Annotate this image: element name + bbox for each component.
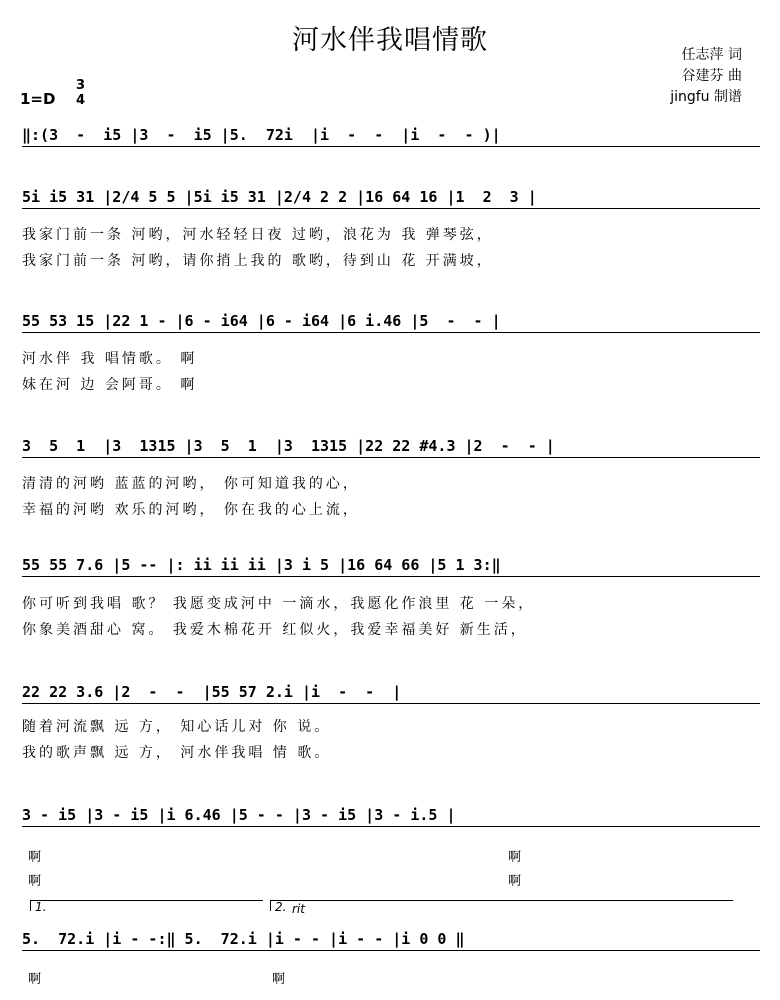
- lyric-row-5b: 你象美酒甜心 窝。 我爱木棉花开 红似火，我爱幸福美好 新生活，: [22, 622, 528, 638]
- notation-line-4: 3 5 1 |3 1315 |3 5 1 |3 1315 |22 22 #4.3 |2 - - |: [22, 437, 760, 458]
- notation-line-2: 5i i5 31 |2/4 5 5 |5i i5 31 |2/4 2 2 |16 64 16 |1 2 3 |: [22, 188, 760, 209]
- second-ending-bracket: [270, 900, 733, 911]
- time-top: 3: [76, 78, 86, 93]
- second-ending-label: 2.: [275, 900, 287, 914]
- first-ending-label: 1.: [35, 900, 47, 914]
- ah-lyric: 啊: [28, 850, 42, 865]
- lyric-row-4b: 幸福的河哟 欢乐的河哟， 你在我的心上流，: [22, 502, 360, 518]
- ah-lyric: 啊: [272, 972, 286, 987]
- composer-credit: 谷建芬 曲: [681, 68, 742, 84]
- arranger-credit: jingfu 制谱: [670, 89, 742, 105]
- time-bottom: 4: [76, 93, 86, 108]
- rit-marking: rit: [292, 902, 305, 916]
- notation-line-1: ‖:(3 - i5 |3 - i5 |5. 72i |i - - |i - - )|: [22, 126, 760, 147]
- lyric-row-6a: 随着河流飘 远 方， 知心话儿对 你 说。: [22, 719, 332, 735]
- notation-line-6: 22 22 3.6 |2 - - |55 57 2.i |i - - |: [22, 683, 760, 704]
- first-ending-bracket: [30, 900, 263, 911]
- lyric-row-6b: 我的歌声飘 远 方， 河水伴我唱 情 歌。: [22, 745, 332, 761]
- lyric-row-5a: 你可听到我唱 歌？ 我愿变成河中 一滴水，我愿化作浪里 花 一朵，: [22, 596, 536, 612]
- time-signature: [76, 78, 85, 108]
- ah-lyric: 啊: [508, 874, 522, 889]
- page-title: 河水伴我唱情歌: [292, 25, 488, 56]
- notation-line-5: 55 55 7.6 |5 -- |: ii ii ii |3 i 5 |16 64 66 |5 1 3:‖: [22, 556, 760, 577]
- notation-line-3: 55 53 15 |22 1 - |6 - i64 |6 - i64 |6 i.46 |5 - - |: [22, 312, 760, 333]
- lyric-row-3b: 妹在河 边 会阿哥。 啊: [22, 377, 198, 393]
- lyricist-credit: 任志萍 词: [681, 47, 742, 63]
- notation-line-8: 5. 72.i |i - -:‖ 5. 72.i |i - - |i - - |i 0 0 ‖: [22, 930, 760, 951]
- key-signature: 1=D: [20, 90, 56, 108]
- lyric-row-3a: 河水伴 我 唱情歌。 啊: [22, 351, 198, 367]
- ah-lyric: 啊: [28, 972, 42, 987]
- notation-line-7: 3 - i5 |3 - i5 |i 6.46 |5 - - |3 - i5 |3 - i.5 |: [22, 806, 760, 827]
- ah-lyric: 啊: [508, 850, 522, 865]
- ah-lyric: 啊: [28, 874, 42, 889]
- lyric-row-2a: 我家门前一条 河哟，河水轻轻日夜 过哟，浪花为 我 弹琴弦，: [22, 227, 494, 243]
- lyric-row-2b: 我家门前一条 河哟，请你捎上我的 歌哟，待到山 花 开满坡，: [22, 253, 494, 269]
- lyric-row-4a: 清清的河哟 蓝蓝的河哟， 你可知道我的心，: [22, 476, 360, 492]
